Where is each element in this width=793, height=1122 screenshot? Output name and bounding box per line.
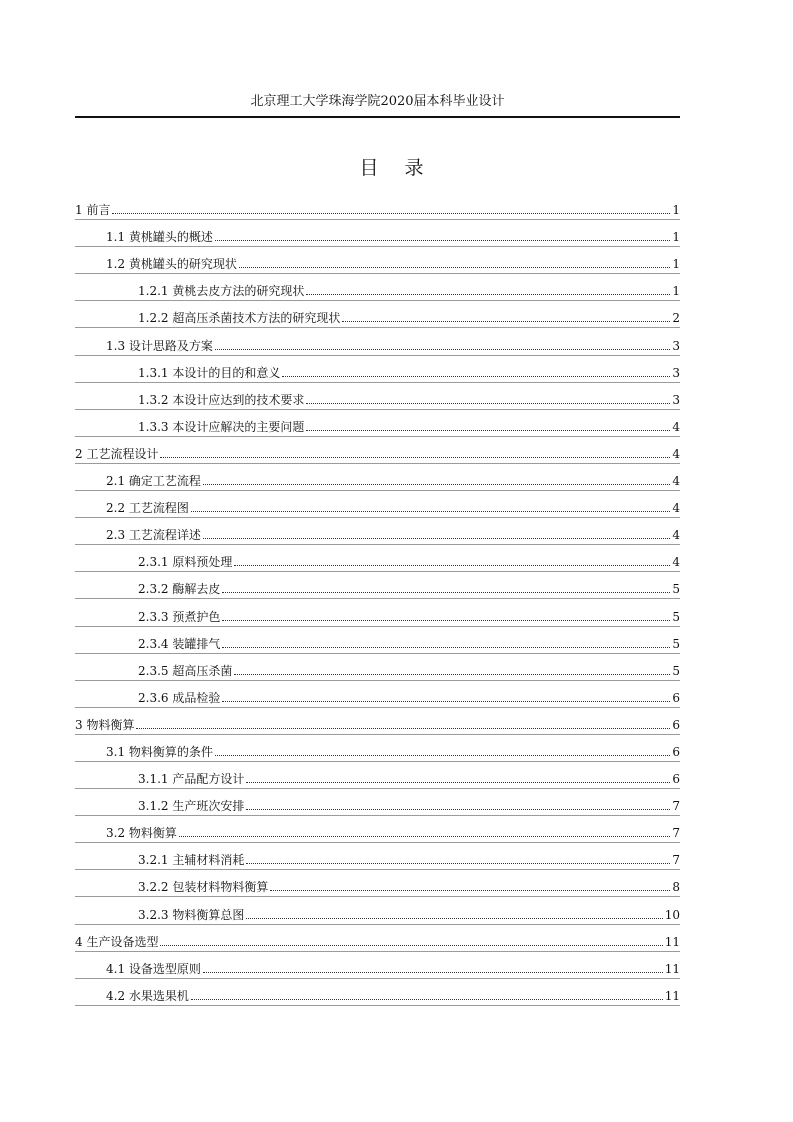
toc-entry-page-number: 5 xyxy=(672,582,680,597)
toc-entry-label: 1.2.2 超高压杀菌技术方法的研究现状 xyxy=(138,311,341,326)
toc-entry[interactable] xyxy=(75,220,680,247)
toc-dot-leader xyxy=(191,999,663,1000)
toc-entry-page-number: 1 xyxy=(672,203,680,218)
toc-entry[interactable] xyxy=(75,599,680,626)
toc-entry-label: 3.1.1 产品配方设计 xyxy=(138,772,245,787)
toc-dot-leader xyxy=(222,620,670,621)
toc-entry-page-number: 2 xyxy=(672,311,680,326)
toc-dot-leader xyxy=(222,647,670,648)
toc-entry[interactable] xyxy=(75,870,680,897)
toc-entry[interactable] xyxy=(75,464,680,491)
toc-entry-page-number: 1 xyxy=(672,257,680,272)
toc-entry-page-number: 3 xyxy=(672,392,680,407)
toc-dot-leader xyxy=(160,457,670,458)
toc-dot-leader xyxy=(306,294,670,295)
toc-entry-label: 3.1 物料衡算的条件 xyxy=(106,744,213,759)
toc-entry[interactable] xyxy=(75,410,680,437)
toc-entry-label: 3.2.3 物料衡算总图 xyxy=(138,907,245,922)
toc-entry-label: 2.3 工艺流程详述 xyxy=(106,528,201,543)
toc-dot-leader xyxy=(112,213,670,214)
toc-entry-label: 3.2.2 包装材料物料衡算 xyxy=(138,880,269,895)
toc-entry-label: 2.3.5 超高压杀菌 xyxy=(138,663,233,678)
toc-entry-label: 1.2 黄桃罐头的研究现状 xyxy=(106,257,237,272)
toc-entry-label: 4 生产设备选型 xyxy=(75,934,159,949)
toc-entry-label: 2.3.3 预煮护色 xyxy=(138,609,221,624)
toc-dot-leader xyxy=(215,240,670,241)
toc-dot-leader xyxy=(246,918,662,919)
toc-entry-page-number: 6 xyxy=(672,717,680,732)
toc-entry-page-number: 8 xyxy=(672,880,680,895)
toc-entry[interactable] xyxy=(75,301,680,328)
toc-title: 目 录 xyxy=(359,157,434,179)
toc-entry[interactable] xyxy=(75,247,680,274)
toc-entry-label: 3.2.1 主辅材料消耗 xyxy=(138,853,245,868)
toc-entry[interactable] xyxy=(75,518,680,545)
toc-entry-label: 2.1 确定工艺流程 xyxy=(106,474,201,489)
toc-entry-page-number: 6 xyxy=(672,744,680,759)
toc-entry-page-number: 7 xyxy=(672,853,680,868)
toc-dot-leader xyxy=(191,511,670,512)
toc-dot-leader xyxy=(203,972,663,973)
toc-dot-leader xyxy=(215,755,670,756)
toc-entry-page-number: 4 xyxy=(672,474,680,489)
toc-entry[interactable] xyxy=(75,328,680,355)
toc-dot-leader xyxy=(282,376,670,377)
toc-entry-label: 4.1 设备选型原则 xyxy=(106,961,201,976)
toc-entry[interactable] xyxy=(75,925,680,952)
toc-entry-label: 1.3.2 本设计应达到的技术要求 xyxy=(138,392,305,407)
toc-entry-page-number: 7 xyxy=(672,826,680,841)
toc-dot-leader xyxy=(342,321,670,322)
toc-entry[interactable] xyxy=(75,816,680,843)
toc-entry-page-number: 7 xyxy=(672,799,680,814)
toc-dot-leader xyxy=(179,836,670,837)
toc-entry[interactable] xyxy=(75,762,680,789)
toc-entry-page-number: 6 xyxy=(672,772,680,787)
toc-dot-leader xyxy=(239,267,670,268)
toc-entry-page-number: 11 xyxy=(664,988,680,1003)
toc-entry-page-number: 4 xyxy=(672,555,680,570)
toc-entry-label: 3.1.2 生产班次安排 xyxy=(138,799,245,814)
toc-entry-page-number: 3 xyxy=(672,338,680,353)
toc-entry-page-number: 5 xyxy=(672,663,680,678)
toc-entry-label: 2.3.6 成品检验 xyxy=(138,690,221,705)
toc-entry[interactable] xyxy=(75,545,680,572)
toc-entry-label: 3.2 物料衡算 xyxy=(106,826,177,841)
toc-entry[interactable] xyxy=(75,491,680,518)
toc-entry-label: 1.1 黄桃罐头的概述 xyxy=(106,230,213,245)
toc-entry[interactable] xyxy=(75,356,680,383)
toc-dot-leader xyxy=(234,674,670,675)
toc-entry-label: 2.3.2 酶解去皮 xyxy=(138,582,221,597)
toc-entry-page-number: 10 xyxy=(664,907,680,922)
toc-entry-page-number: 3 xyxy=(672,365,680,380)
toc-entry-label: 1.3.3 本设计应解决的主要问题 xyxy=(138,419,305,434)
toc-entry-page-number: 11 xyxy=(664,934,680,949)
toc-entry-label: 1 前言 xyxy=(75,203,111,218)
toc-entry-page-number: 6 xyxy=(672,690,680,705)
toc-entry[interactable] xyxy=(75,437,680,464)
toc-entry[interactable] xyxy=(75,897,680,924)
toc-entry[interactable] xyxy=(75,789,680,816)
toc-dot-leader xyxy=(234,565,670,566)
toc-entry-label: 2 工艺流程设计 xyxy=(75,446,159,461)
toc-entry-page-number: 4 xyxy=(672,528,680,543)
toc-dot-leader xyxy=(203,538,670,539)
toc-entry[interactable] xyxy=(75,952,680,979)
toc-entry-page-number: 4 xyxy=(672,419,680,434)
toc-dot-leader xyxy=(215,349,670,350)
toc-entry[interactable] xyxy=(75,274,680,301)
toc-entry-label: 1.3 设计思路及方案 xyxy=(106,338,213,353)
toc-entry-page-number: 5 xyxy=(672,609,680,624)
toc-dot-leader xyxy=(246,809,670,810)
toc-entry-label: 2.3.1 原料预处理 xyxy=(138,555,233,570)
toc-dot-leader xyxy=(246,782,670,783)
toc-entry[interactable] xyxy=(75,193,680,220)
toc-entry-page-number: 1 xyxy=(672,230,680,245)
toc-dot-leader xyxy=(246,863,670,864)
toc-entry-label: 2.3.4 装罐排气 xyxy=(138,636,221,651)
toc-dot-leader xyxy=(160,945,662,946)
toc-dot-leader xyxy=(222,701,670,702)
toc-entry[interactable] xyxy=(75,843,680,870)
toc-entry-page-number: 1 xyxy=(672,284,680,299)
toc-entry[interactable] xyxy=(75,572,680,599)
toc-dot-leader xyxy=(222,592,670,593)
toc-entry-page-number: 4 xyxy=(672,501,680,516)
toc-list xyxy=(75,193,680,1006)
toc-entry[interactable] xyxy=(75,979,680,1006)
toc-entry[interactable] xyxy=(75,627,680,654)
toc-entry[interactable] xyxy=(75,681,680,708)
page-header xyxy=(75,88,680,118)
toc-entry[interactable] xyxy=(75,708,680,735)
toc-entry-label: 4.2 水果选果机 xyxy=(106,988,189,1003)
page-header-text: 北京理工大学珠海学院2020届本科毕业设计 xyxy=(250,94,505,109)
toc-entry[interactable] xyxy=(75,654,680,681)
toc-entry[interactable] xyxy=(75,383,680,410)
toc-entry-label: 3 物料衡算 xyxy=(75,717,135,732)
toc-dot-leader xyxy=(136,728,670,729)
toc-dot-leader xyxy=(203,484,670,485)
toc-dot-leader xyxy=(270,890,670,891)
toc-entry-label: 1.3.1 本设计的目的和意义 xyxy=(138,365,281,380)
toc-entry-page-number: 11 xyxy=(664,961,680,976)
toc-dot-leader xyxy=(306,403,670,404)
toc-entry[interactable] xyxy=(75,735,680,762)
toc-entry-label: 2.2 工艺流程图 xyxy=(106,501,189,516)
toc-dot-leader xyxy=(306,430,670,431)
toc-entry-label: 1.2.1 黄桃去皮方法的研究现状 xyxy=(138,284,305,299)
toc-entry-page-number: 4 xyxy=(672,446,680,461)
toc-entry-page-number: 5 xyxy=(672,636,680,651)
